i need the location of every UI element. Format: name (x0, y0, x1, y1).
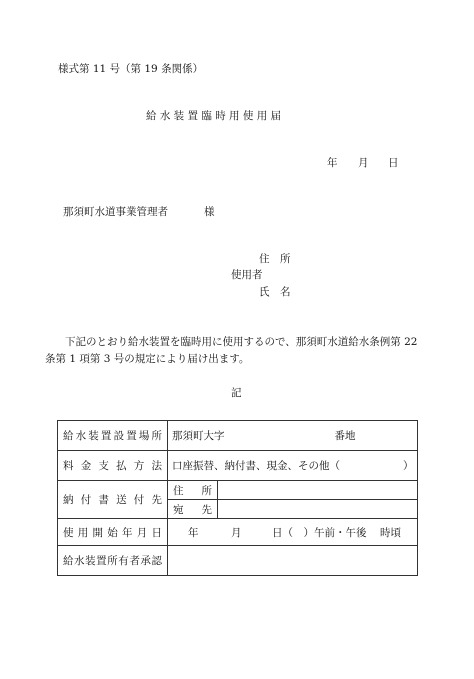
form-number: 様式第 11 号（第 19 条関係） (58, 63, 204, 75)
table-row (58, 421, 418, 451)
applicant-address-label: 住 所 (259, 253, 291, 265)
start-date-label: 使用開始年月日 (58, 519, 168, 546)
table-row (58, 546, 418, 576)
start-date-cell[interactable] (168, 519, 418, 546)
owner-approval-label: 給水装置所有者承認 (58, 546, 168, 576)
date-month-label: 月 (358, 157, 369, 169)
table-row (58, 481, 418, 500)
addressee-name: 那須町水道事業管理者 (63, 206, 168, 218)
delivery-recipient-field[interactable] (218, 500, 418, 519)
owner-approval-field[interactable] (168, 546, 418, 576)
application-table (57, 420, 418, 576)
location-suffix: 番地 (334, 430, 356, 442)
date-year-label: 年 (327, 157, 338, 169)
location-value: 那須町大字 (172, 430, 225, 442)
addressee-honorific: 様 (204, 206, 215, 218)
applicant-user-label: 使用者 (231, 269, 263, 281)
table-row (58, 451, 418, 481)
location-cell[interactable] (168, 421, 418, 451)
table-row (58, 519, 418, 546)
delivery-label: 納付書送付先 (58, 481, 168, 519)
page-title: 給 水 装 置 臨 時 用 使 用 届 (146, 110, 282, 122)
delivery-address-label: 住 所 (168, 481, 218, 500)
date-day-label: 日 (388, 157, 399, 169)
start-year: 年 (188, 527, 199, 539)
location-label: 給水装置設置場所 (58, 421, 168, 451)
delivery-address-field[interactable] (218, 481, 418, 500)
delivery-recipient-label: 宛 先 (168, 500, 218, 519)
ki-heading: 記 (231, 387, 242, 399)
payment-label: 料金支払方法 (58, 451, 168, 481)
start-month: 月 (231, 527, 242, 539)
start-day: 日（ ）午前・午後 (272, 527, 367, 539)
payment-value[interactable]: 口座振替、納付書、現金、その他（ ） (168, 451, 418, 481)
body-paragraph: 下記のとおり給水装置を臨時用に使用するので、那須町水道給水条例第 22 条第 1 項第 3 号の規定により届け出ます。 (45, 336, 418, 365)
start-time: 時頃 (380, 527, 401, 539)
applicant-name-label: 氏 名 (259, 286, 291, 298)
